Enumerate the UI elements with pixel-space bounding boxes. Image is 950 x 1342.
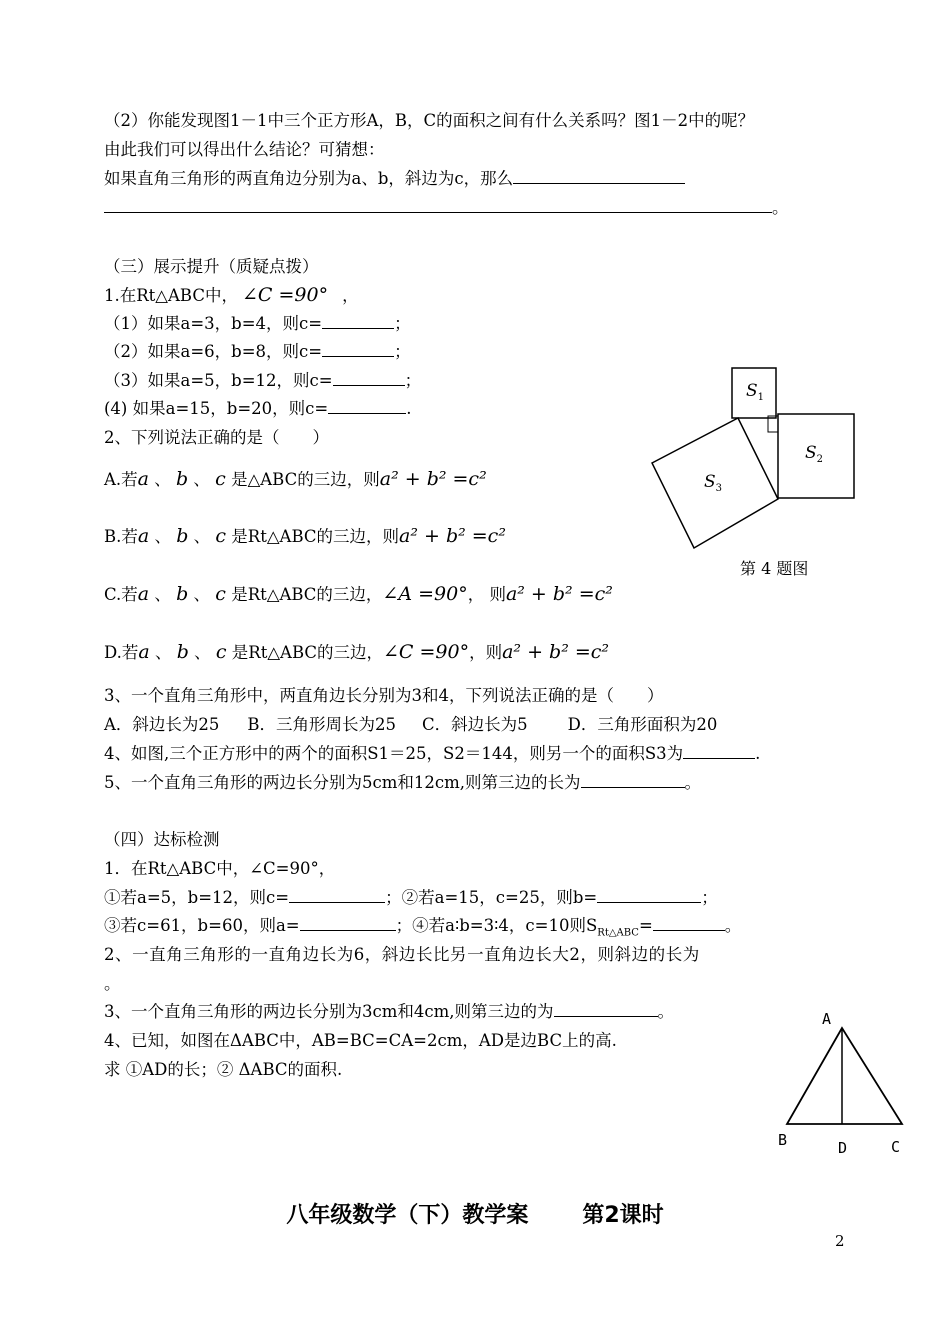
answer-blank[interactable] (581, 772, 685, 788)
triangle-figure (770, 1010, 910, 1170)
page-number: 2 (835, 1232, 845, 1250)
option-a: A.若a 、 b 、 c 是△ABC的三边，则a² + b² =c² (104, 468, 487, 490)
s3-problem-5: 5、一个直角三角形的两边长分别为5cm和12cm,则第三边的长为 。 (104, 773, 702, 792)
answer-blank[interactable] (322, 341, 394, 357)
s4-problem-5: 求 ①AD的长；② ΔABC的面积. (104, 1060, 343, 1079)
answer-blank-long[interactable] (104, 197, 772, 213)
s4-p1-row-1: ①若a=5，b=12，则c= ；②若a=15，c=25，则b= ； (104, 888, 718, 907)
answer-blank[interactable] (653, 915, 725, 931)
answer-blank[interactable] (289, 887, 385, 903)
conjecture-text: 如果直角三角形的两直角边分别为a、b，斜边为c，那么 (104, 169, 514, 188)
section-4-heading: （四）达标检测 (104, 830, 220, 849)
s3-p1-item-3: （3）如果a=5，b=12，则c= ； (104, 371, 422, 390)
s4-problem-4: 4、已知，如图在ΔABC中，AB=BC=CA=2cm，AD是边BC上的高. (104, 1031, 617, 1050)
s3-p1-item-1: （1）如果a=3，b=4，则c= ； (104, 314, 411, 333)
section-3-heading: （三）展示提升（质疑点拨） (104, 257, 319, 276)
s3-p3-options: A．斜边长为25 B．三角形周长为25 C．斜边长为5 D．三角形面积为20 (104, 715, 718, 734)
label-s2: $S_2$ (805, 443, 824, 465)
triangle-abc (787, 1028, 902, 1124)
question-2-text: （2）你能发现图1－1中三个正方形A，B，C的面积之间有什么关系吗？图1－2中的呢？ (104, 111, 755, 130)
s3-problem-4: 4、如图,三个正方形中的两个的面积S1＝25，S2＝144，则另一个的面积S3为 . (104, 744, 761, 763)
question-2-line2: 由此我们可以得出什么结论？可猜想： (104, 140, 385, 159)
figure-4-caption: 第 4 题图 (740, 559, 809, 578)
label-b: B (778, 1131, 788, 1149)
s3-problem-3: 3、一个直角三角形中，两直角边长分别为3和4，下列说法正确的是（ ） (104, 686, 664, 705)
label-d: D (838, 1139, 848, 1157)
s3-p1-item-2: （2）如果a=6，b=8，则c= ； (104, 342, 411, 361)
answer-blank[interactable] (554, 1001, 658, 1017)
answer-blank[interactable] (683, 743, 755, 759)
s4-problem-2-end: 。 (104, 974, 121, 993)
answer-blank[interactable] (322, 313, 394, 329)
s4-problem-1: 1．在Rt△ABC中，∠C=90°， (104, 859, 336, 878)
answer-blank[interactable] (328, 398, 406, 414)
conjecture-continue: 。 (104, 197, 789, 219)
question-2-line3 (104, 168, 685, 190)
label-c: C (891, 1138, 901, 1156)
s3-problem-1: 1.在Rt△ABC中， ∠C =90° ， (104, 284, 359, 306)
answer-blank[interactable] (333, 370, 405, 386)
label-s3: $S_3$ (704, 472, 723, 494)
option-d: D.若a 、 b 、 c 是Rt△ABC的三边，∠C =90°，则a² + b² =c² (104, 641, 610, 663)
answer-blank[interactable] (300, 915, 396, 931)
label-a: A (822, 1010, 832, 1028)
s3-problem-2: 2、下列说法正确的是（ ） (104, 428, 329, 447)
s4-p1-row-2: ③若c=61，b=60，则a= ；④若a∶b=3∶4，c=10则$S_{Rt\triangle ABC}=$ 。 (104, 916, 742, 939)
answer-blank[interactable] (513, 168, 685, 184)
s4-problem-2: 2、一直角三角形的一直角边长为6，斜边长比另一直角边长大2，则斜边的长为 (104, 945, 700, 964)
answer-blank[interactable] (597, 887, 701, 903)
label-s1: $S_1$ (746, 381, 765, 403)
footer-title: 八年级数学（下）教学案 第2课时 (286, 1203, 664, 1228)
option-b: B.若a 、 b 、 c 是Rt△ABC的三边，则a² + b² =c² (104, 525, 506, 547)
option-c: C.若a 、 b 、 c 是Rt△ABC的三边，∠A =90°， 则a² + b² =c² (104, 583, 613, 605)
three-squares-figure (640, 360, 870, 560)
s4-problem-3: 3、一个直角三角形的两边长分别为3cm和4cm,则第三边的为 。 (104, 1002, 675, 1021)
s3-p1-item-4: (4) 如果a=15，b=20，则c= . (104, 399, 412, 418)
